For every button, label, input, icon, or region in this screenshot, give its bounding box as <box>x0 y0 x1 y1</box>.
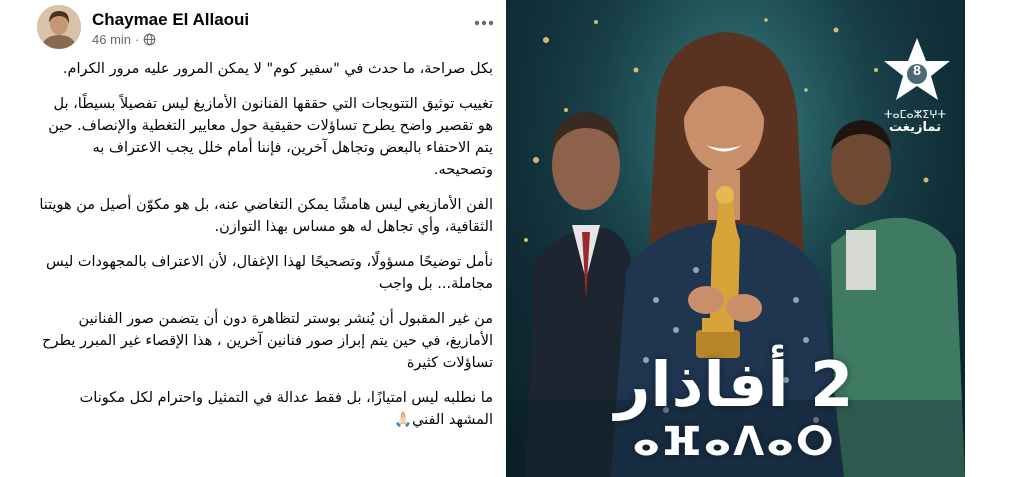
title-number: 2 <box>810 348 854 421</box>
author-name[interactable]: Chaymae El Allaoui <box>92 10 250 29</box>
post-paragraph: بكل صراحة، ما حدث في "سفير كوم" لا يمكن المرور عليه مرور الكرام. <box>62 61 493 77</box>
meta-separator: · <box>135 32 140 47</box>
right-margin <box>965 0 1024 477</box>
channel-number: 8 <box>913 62 921 78</box>
avatar-image <box>37 5 81 49</box>
post-body <box>35 58 493 444</box>
channel-name <box>875 108 955 134</box>
post-paragraph: من غير المقبول أن يُنشر بوستر لتظاهرة دون أن يتضمن صور الفنانين الأمازيغ، في حين يتم إبراز صور فنانين آخرين ، هذا الإقصاء غير المبرر يطرح تساؤلات كثيرة <box>42 311 493 371</box>
more-options-button[interactable] <box>470 12 498 34</box>
more-options-icon <box>473 19 495 27</box>
post-paragraph: نأمل توضيحًا مسؤولًا، وتصحيحًا لهذا الإغفال، لأن الاعتراف بالمجهودات ليس مجاملة... بل واجب <box>45 254 493 292</box>
post-paragraph: ما نطلبه ليس امتيازًا، بل فقط عدالة في التمثيل واحترام لكل مكونات المشهد الفني🙏🏻 <box>79 390 493 428</box>
show-title-arabic <box>604 350 864 420</box>
show-title <box>604 350 864 464</box>
show-title-tifinagh: ⴰⴼⴰⴷⴰⵔ <box>632 419 836 465</box>
channel-name-arabic: تمازيغت <box>889 120 941 135</box>
author-avatar[interactable] <box>37 5 81 49</box>
post-time[interactable]: 46 min <box>92 32 132 47</box>
post-paragraph: تغييب توثيق التتويجات التي حققها الفنانون الأمازيغ ليس تفصيلاً بسيطًا، بل هو تقصير واضح يطرح تساؤلات حقيقية حول معايير التغطية والإنصاف. حين يتم الاحتفاء بالبعض وتجاهل آخرين، فإننا أمام خلل يجب الاعتراف به وتصحيحه. <box>48 96 493 178</box>
post-meta <box>92 32 156 47</box>
post-image-poster[interactable] <box>506 0 965 477</box>
globe-icon[interactable] <box>143 33 156 46</box>
channel-name-tifinagh: ⵜⴰⵎⴰⵣⵉⵖⵜ <box>884 108 946 121</box>
facebook-post <box>0 0 505 477</box>
post-paragraph: الفن الأمازيغي ليس هامشًا يمكن التغاضي عنه، بل هو مكوّن أصيل من هويتنا الثقافية، وأي تجاهل له هو مساس بهذا التوازن. <box>39 197 493 235</box>
title-arabic-word: أفاذار <box>614 348 789 421</box>
